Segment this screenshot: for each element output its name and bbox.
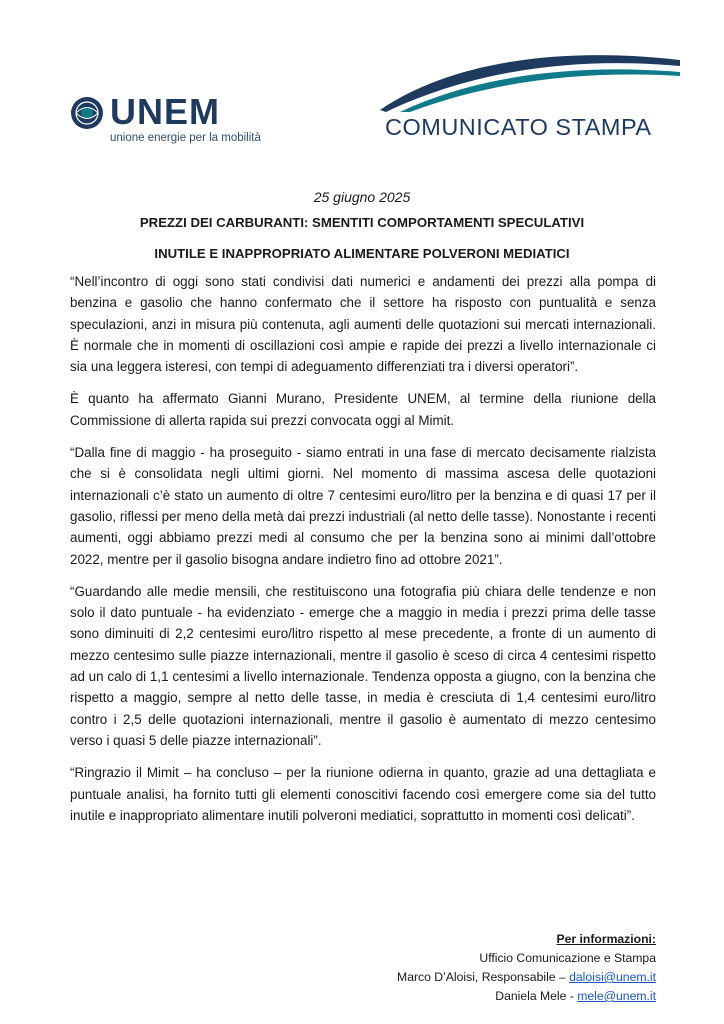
paragraph: È quanto ha affermato Gianni Murano, Presidente UNEM, al termine della riunione della Commissione di allerta rapida sui prezzi convocata oggi al Mimit. xyxy=(70,391,656,428)
contact-person-1 xyxy=(397,968,656,987)
document-type-title: COMUNICATO STAMPA xyxy=(385,114,652,140)
contact-heading: Per informazioni: xyxy=(556,932,656,946)
unem-emblem-icon xyxy=(70,96,104,130)
paragraph: “Guardando alle medie mensili, che restituiscono una fotografia più chiara delle tendenze e non solo il dato puntuale - ha evidenziato - emerge che a maggio in media i prezzi prima delle tasse sono diminuiti di 2,2 centesimi euro/litro rispetto al mese precedente, a fronte di un aumento di mezzo centesimo sulle piazze internazionali, mentre il gasolio è sceso di circa 4 centesimi rispetto ad un calo di 1,1 centesimi a livello internazionale. Tendenza opposta a giugno, con la benzina che rispetto a maggio, sempre al netto delle tasse, in media è cresciuta di 1,4 centesimi euro/litro contro i 2,5 delle quotazioni internazionali, mentre il gasolio è aumentato di mezzo centesimo verso i quasi 5 delle piazze internazionali”. xyxy=(70,583,656,748)
email-link-daloisi[interactable]: daloisi@unem.it xyxy=(569,970,656,984)
logo-tagline: unione energie per la mobilità xyxy=(110,132,261,144)
paragraph: “Ringrazio il Mimit – ha concluso – per la riunione odierna in quanto, grazie ad una dettagliata e puntuale analisi, ha fornito tutti gli elementi conoscitivi facendo così emergere come sia del tutto inutile e inappropriato alimentare inutili polveroni mediatici, soprattutto in momenti così delicati”. xyxy=(70,765,656,823)
header-swoosh-graphic xyxy=(380,52,680,112)
paragraph: “Dalla fine di maggio - ha proseguito - siamo entrati in una fase di mercato decisamente rialzista che si è consolidata negli ultimi giorni. Nel momento di massima ascesa delle quotazioni internazionali c’è stato un aumento di oltre 7 centesimi euro/litro per la benzina e di quasi 17 per il gasolio, riflessi per meno della metà dai prezzi industriali (al netto delle tasse). Nonostante i recenti aumenti, oggi abbiamo prezzi medi al consumo che per la benzina sono ai minimi dall’ottobre 2022, mentre per il gasolio bisogna andare indietro fino ad ottobre 2021”. xyxy=(70,445,656,567)
contact-office: Ufficio Comunicazione e Stampa xyxy=(479,951,656,965)
contact-person-1-name: Marco D’Aloisi, Responsabile – xyxy=(397,970,570,984)
headline-secondary: INUTILE E INAPPROPRIATO ALIMENTARE POLVERONI MEDIATICI xyxy=(154,246,570,261)
body-text xyxy=(70,271,656,837)
contact-info xyxy=(397,930,656,1006)
release-date: 25 giugno 2025 xyxy=(313,189,411,205)
contact-person-2 xyxy=(397,987,656,1006)
unem-logo xyxy=(70,92,270,152)
paragraph: “Nell’incontro di oggi sono stati condivisi dati numerici e andamenti dei prezzi alla pompa di benzina e gasolio che hanno confermato che il settore ha risposto con puntualità e senza speculazioni, anzi in misura più contenuta, agli aumenti delle quotazioni sui mercati internazionali. È normale che in momenti di oscillazioni così ampie e rapide dei prezzi a livello internazionale ci sia una leggera isteresi, con tempi di adeguamento differenziati tra i diversi operatori”. xyxy=(70,274,656,375)
logo-wordmark: UNEM xyxy=(110,91,220,132)
contact-person-2-name: Daniela Mele - xyxy=(495,989,578,1003)
email-link-mele[interactable]: mele@unem.it xyxy=(577,989,656,1003)
headline-primary: PREZZI DEI CARBURANTI: SMENTITI COMPORTAMENTI SPECULATIVI xyxy=(139,215,585,230)
